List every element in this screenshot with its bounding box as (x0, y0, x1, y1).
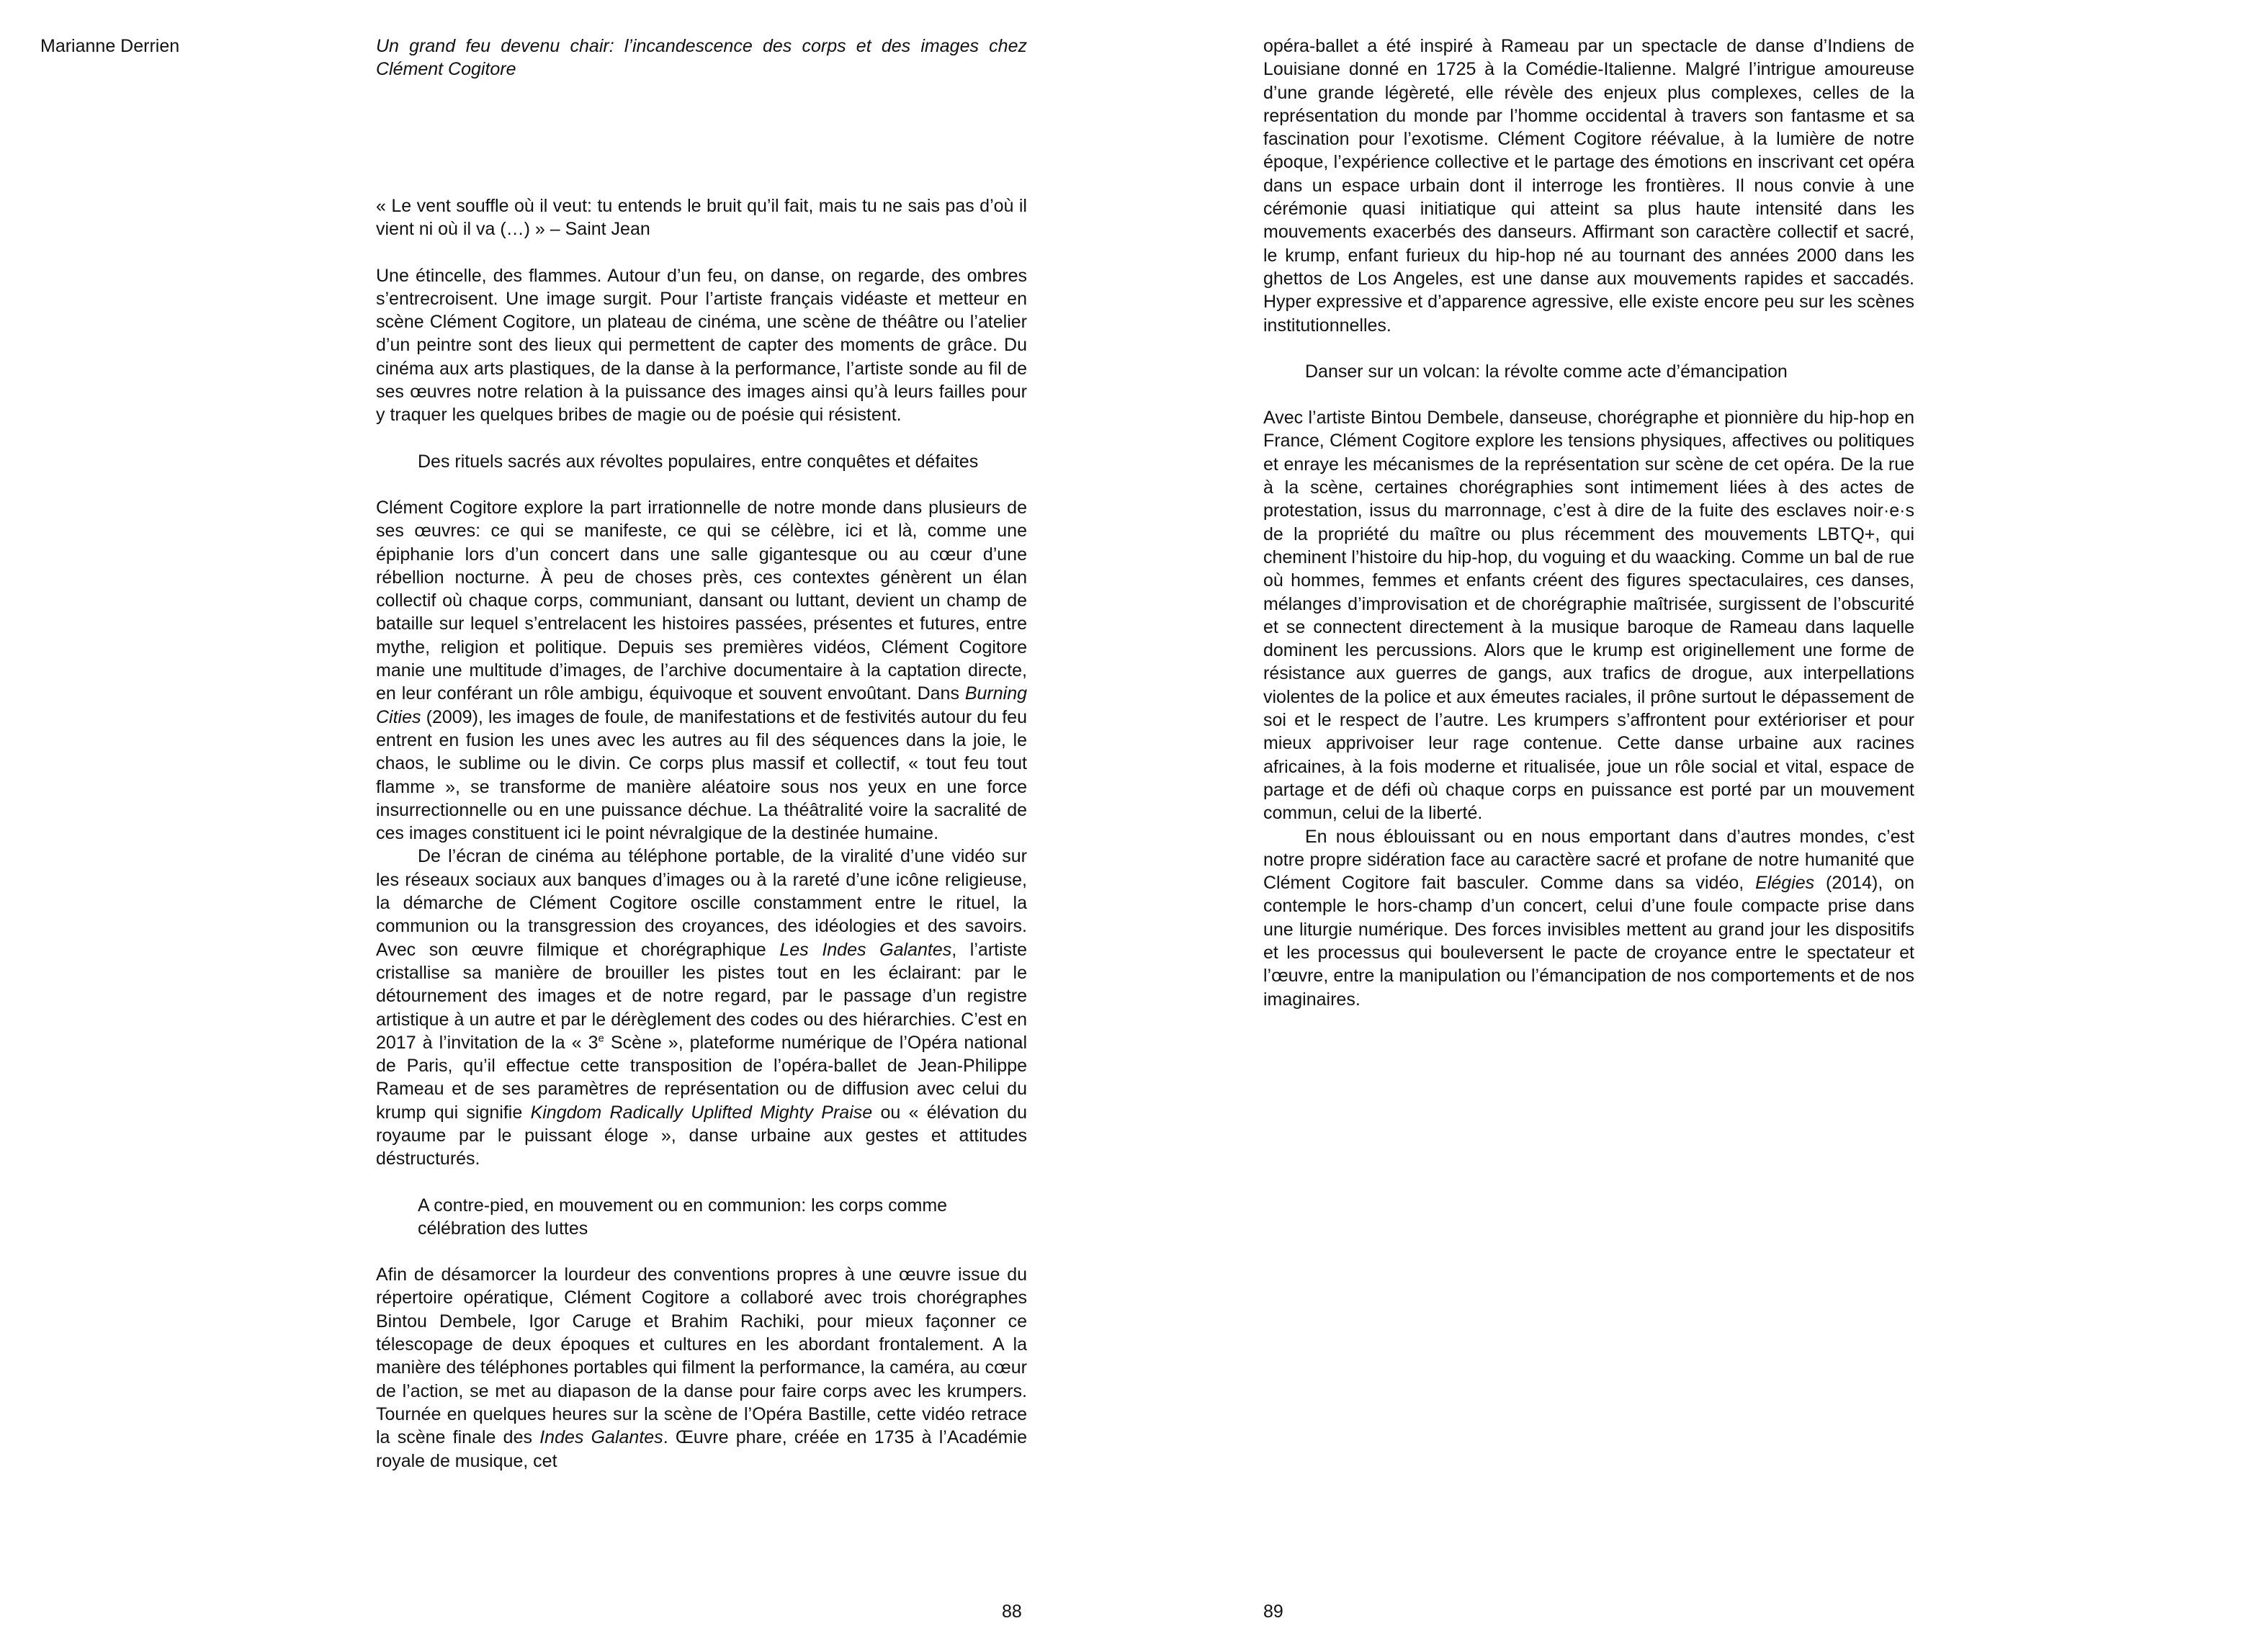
section-heading-3: Danser sur un volcan: la révolte comme acte d’émancipation (1305, 361, 1788, 382)
work-title-indes-galantes: Indes Galantes (539, 1427, 663, 1448)
work-title-elegies: Elégies (1755, 873, 1815, 894)
work-title-burning-cities: Burning Cities (376, 683, 1027, 727)
intro-paragraph: Une étincelle, des flammes. Autour d’un feu, on danse, on regarde, des ombres s’entrecroisent. Une image surgit. Pour l’artiste français vidéaste et metteur en scène Clément Cogitore, un plateau de cinéma, une scène de théâtre ou l’atelier d’un peintre sont des lieux qui permettent de capter des moments de grâce. Du cinéma aux arts plastiques, de la danse à la performance, l’artiste sonde au fil de ses œuvres notre relation à la puissance des images ainsi qu’à leurs failles pour y traquer les quelques bribes de magie ou de poésie qui résistent. (376, 265, 1027, 426)
work-title-les-indes-galantes: Les Indes Galantes (779, 939, 952, 960)
section-1-paragraph-1: Clément Cogitore explore la part irrationnelle de notre monde dans plusieurs de ses œuvres: ce qui se manifeste, ce qui se célèbre, ici et là, comme une épiphanie lors d’un concert dans une salle gigantesque ou au cœur d’une rébellion nocturne. À peu de choses près, ces contextes génèrent un élan collectif où chaque corps, communiant, dansant ou luttant, devient un champ de bataille sur lequel s’entrelacent les histoires passées, présentes et futures, entre mythe, religion et politique. Depuis ses premières vidéos, Clément Cogitore manie une multitude d’images, de l’archive documentaire à la captation directe, en leur conférant un rôle ambigu, équivoque et souvent envoûtant. Dans Burning Cities (2009), les images de foule, de manifestations et de festivités autour du feu entrent en fusion les unes avec les autres au fil des séquences dans la joie, le chaos, le sublime ou le divin. Ce corps plus massif et collectif, « tout feu tout flamme », se transforme de manière aléatoire sous nos yeux en une force insurrectionnelle ou en une puissance déchue. La théâtralité voire la sacralité de ces images constituent ici le point névralgique de la destinée humaine. (376, 497, 1027, 844)
page-number-right: 89 (1263, 1602, 1283, 1622)
author-name: Marianne Derrien (40, 36, 180, 56)
left-text-column (376, 194, 1027, 1473)
section-3-paragraph-2: En nous éblouissant ou en nous emportant dans d’autres mondes, c’est notre propre sidération face au caractère sacré et profane de notre humanité que Clément Cogitore fait basculer. Comme dans sa vidéo, Elégies (2014), on contemple le hors-champ d’un concert, celui d’une foule compacte prise dans une liturgie numérique. Des forces invisibles mettent au grand jour les dispositifs et les processus qui bouleversent le pacte de croyance entre le spectateur et l’œuvre, entre la manipulation ou l’émancipation de nos comportements et de nos imaginaires. (1263, 826, 1914, 1010)
right-text-column (1263, 35, 1914, 1011)
section-2-paragraph-1: Afin de désamorcer la lourdeur des conventions propres à une œuvre issue du répertoire opératique, Clément Cogitore a collaboré avec trois chorégraphes Bintou Dembele, Igor Caruge et Brahim Rachiki, pour mieux façonner ce télescopage de deux époques et cultures en les abordant frontalement. A la manière des téléphones portables qui filment la performance, la caméra, au cœur de l’action, se met au diapason de la danse pour faire corps avec les krumpers. Tournée en quelques heures sur la scène de l’Opéra Bastille, cette vidéo retrace la scène finale des Indes Galantes. Œuvre phare, créée en 1735 à l’Académie royale de musique, cet (376, 1265, 1027, 1471)
section-3-paragraph-1: Avec l’artiste Bintou Dembele, danseuse, chorégraphe et pionnière du hip-hop en France, Clément Cogitore explore les tensions physiques, affectives ou politiques et enraye les mécanismes de la représentation sur scène de cet opéra. De la rue à la scène, certaines chorégraphies sont intimement liées à des actes de protestation, issus du marronnage, c’est à dire de la fuite des esclaves noir·e·s de la propriété du maître ou plus récemment des mouvements LBTQ+, qui cheminent l’histoire du hip-hop, du voguing et du waacking. Comme un bal de rue où hommes, femmes et enfants créent des figures spectaculaires, ces danses, mélanges d’improvisation et de chorégraphie maîtrisée, surgissent de l’obscurité et se connectent directement à la musique baroque de Rameau dans laquelle dominent les percussions. Alors que le krump est originellement une forme de résistance aux guerres de gangs, aux trafics de drogue, aux interpellations violentes de la police et aux émeutes raciales, il prône surtout le dépassement de soi et le respect de l’autre. Les krumpers s’affrontent pour extérioriser et pour mieux apprivoiser leur rage contenue. Cette danse urbaine aux racines africaines, à la fois moderne et ritualisée, joue un rôle social et vital, espace de partage et de défi où chaque corps en puissance est porté par un mouvement commun, celui de la liberté. (1263, 408, 1914, 824)
page-number-left: 88 (1002, 1602, 1022, 1622)
section-heading-2: A contre-pied, en mouvement ou en communion: les corps comme célébration des luttes (418, 1195, 948, 1239)
krump-acronym: Kingdom Radically Uplifted Mighty Praise (530, 1102, 873, 1123)
epigraph: « Le vent souffle où il veut: tu entends le bruit qu’il fait, mais tu ne sais pas d’où il vient ni où il va (…) » – Saint Jean (376, 196, 1027, 240)
continued-paragraph: opéra-ballet a été inspiré à Rameau par un spectacle de danse d’Indiens de Louisiane donné en 1725 à la Comédie-Italienne. Malgré l’intrigue amoureuse d’une grande légèreté, elle révèle des enjeux plus complexes, celles de la représentation du monde par l’homme occidental à travers son fantasme et sa fascination pour l’exotisme. Clément Cogitore réévalue, à la lumière de notre époque, l’expérience collective et le partage des émotions en inscrivant cet opéra dans un espace urbain dont il interroge les frontières. Il nous convie à une cérémonie quasi initiatique qui atteint sa plus haute intensité dans les mouvements exacerbés des danseurs. Affirmant son caractère collectif et sacré, le krump, enfant furieux du hip-hop né au tournant des années 2000 dans les ghettos de Los Angeles, est une danse aux mouvements rapides et saccadés. Hyper expressive et d’apparence agressive, elle existe encore peu sur les scènes institutionnelles. (1263, 36, 1914, 336)
section-heading-1: Des rituels sacrés aux révoltes populaires, entre conquêtes et défaites (418, 451, 979, 472)
article-title: Un grand feu devenu chair: l’incandescence des corps et des images chez Clément Cogitore (376, 36, 1027, 79)
section-1-paragraph-2: De l’écran de cinéma au téléphone portable, de la viralité d’une vidéo sur les réseaux sociaux aux banques d’images ou à la rareté d’une icône religieuse, la démarche de Clément Cogitore oscille constamment entre le rituel, la communion ou la transgression des croyances, des idéologies et des savoirs. Avec son œuvre filmique et chorégraphique Les Indes Galantes, l’artiste cristallise sa manière de brouiller les pistes tout en les éclairant: par le détournement des images et de notre regard, par le passage d’un registre artistique à un autre et par le dérèglement des codes ou des hiérarchies. C’est en 2017 à l’invitation de la « 3e Scène », plateforme numérique de l’Opéra national de Paris, qu’il effectue cette transposition de l’opéra-ballet de Jean-Philippe Rameau et de ses paramètres de représentation ou de diffusion avec celui du krump qui signifie Kingdom Radically Uplifted Mighty Praise ou « élévation du royaume par le puissant éloge », danse urbaine aux gestes et attitudes déstructurés. (376, 846, 1028, 1169)
